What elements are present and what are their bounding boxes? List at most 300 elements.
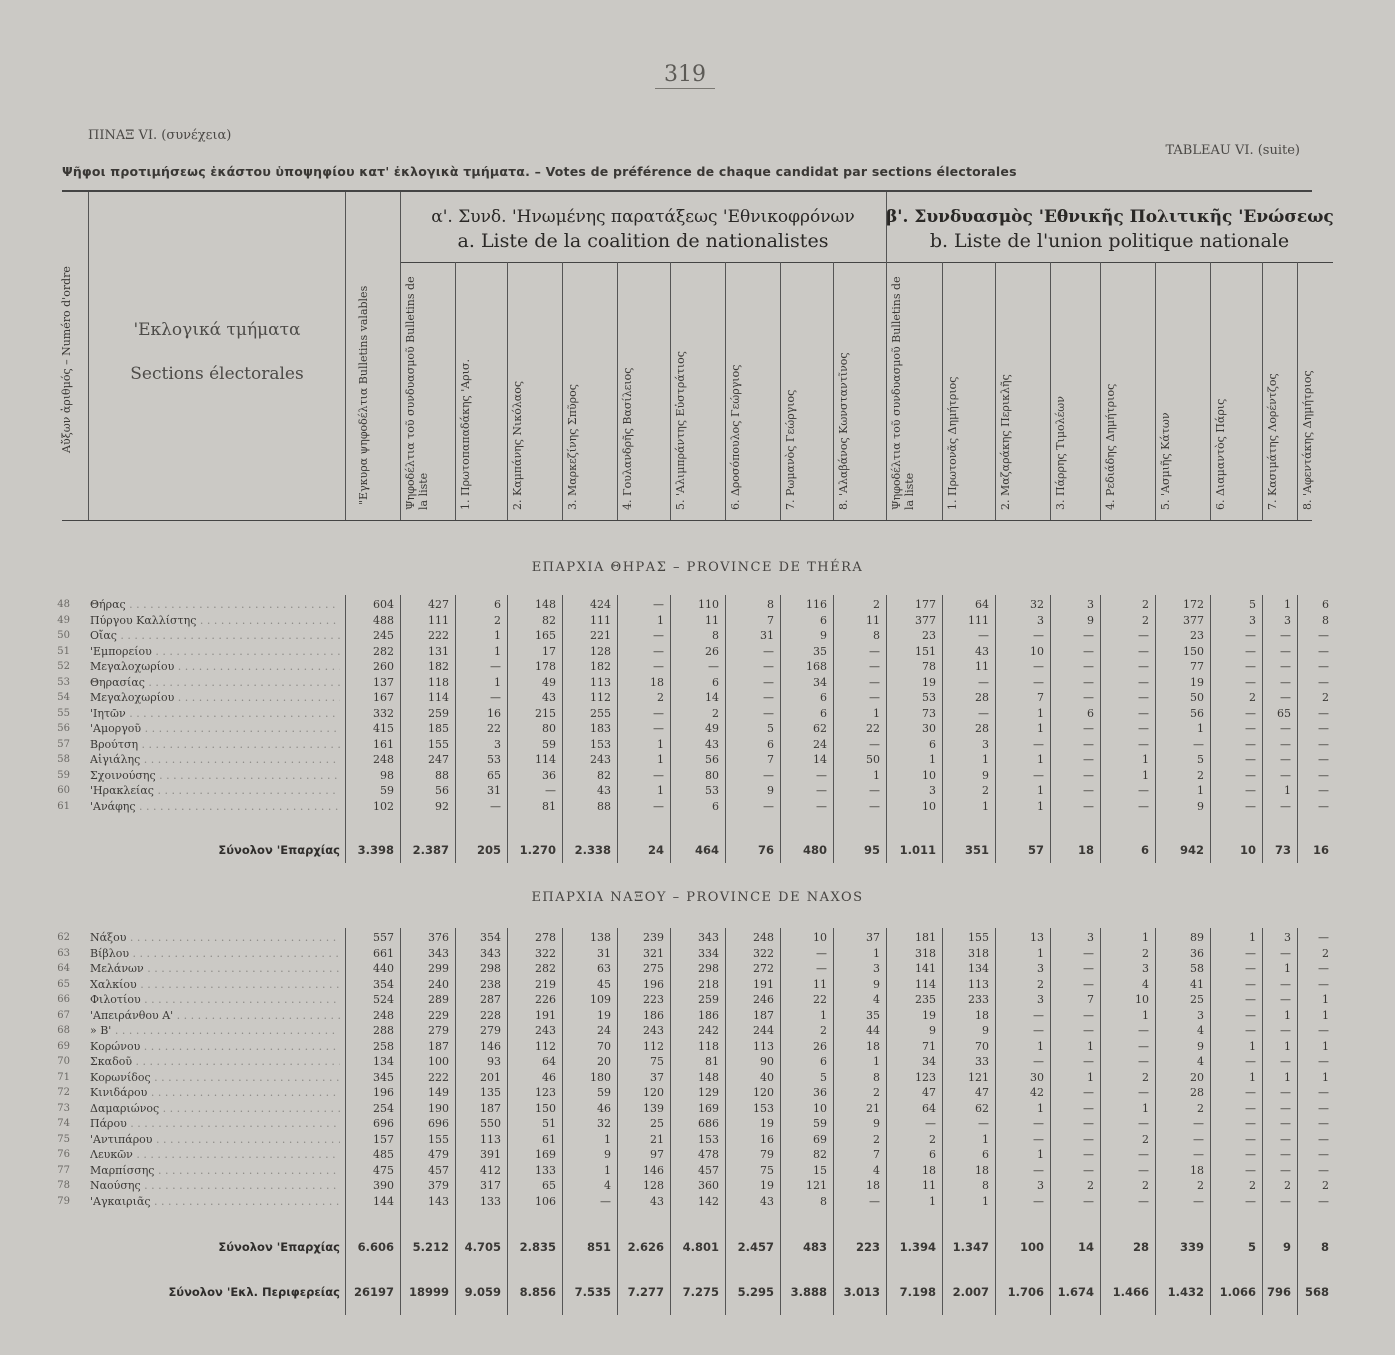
table-cell: 345 (373, 1070, 394, 1084)
table-cell: 243 (535, 1024, 556, 1037)
table-cell: — (763, 799, 774, 813)
table-cell: 7.275 (682, 1285, 719, 1299)
table-cell: 123 (535, 1086, 556, 1099)
table-cell: 275 (643, 962, 664, 975)
table-cell: — (1318, 977, 1329, 991)
table-cell: 6 (494, 598, 501, 611)
table-cell: — (1083, 977, 1094, 991)
table-cell: 6 (820, 613, 827, 627)
table-cell: 114 (915, 977, 936, 991)
table-cell: 222 (428, 1070, 449, 1084)
table-cell: 112 (643, 1039, 664, 1053)
table-cell: 44 (866, 1024, 880, 1037)
table-cell: — (978, 1117, 989, 1130)
table-cell: 1 (1249, 931, 1256, 944)
table-cell: 360 (698, 1179, 719, 1192)
table-cell: — (1245, 799, 1256, 813)
table-cell: — (1138, 1055, 1149, 1068)
table-cell: 79 (760, 1148, 774, 1161)
table-cell: 1 (1087, 1039, 1094, 1053)
table-cell: 69 (813, 1132, 827, 1146)
table-cell: 31 (597, 946, 611, 960)
section-name: Αἰγιάλης . . . (90, 752, 340, 767)
table-cell: 377 (915, 613, 936, 627)
group-a-column-header: 6. Δροσόπουλος Γεώργιος (729, 364, 742, 510)
table-cell: 1 (1142, 1101, 1149, 1115)
table-row (0, 783, 1395, 798)
table-cell: 6 (929, 1148, 936, 1161)
header-separator-col (1210, 262, 1211, 520)
table-cell: 8 (873, 629, 880, 642)
table-cell: — (978, 675, 989, 689)
table-cell: 45 (597, 977, 611, 991)
table-cell: — (1083, 1101, 1094, 1115)
table-row (0, 1070, 1395, 1085)
table-cell: — (1245, 660, 1256, 673)
section-name: 'Ανάφης . . . (90, 799, 340, 814)
table-cell: 282 (373, 644, 394, 658)
table-cell: 131 (428, 644, 449, 658)
row-number: 71 (57, 1071, 70, 1083)
table-cell: 46 (542, 1070, 556, 1084)
table-cell: — (1138, 1086, 1149, 1099)
table-cell: — (1318, 660, 1329, 673)
row-number: 79 (57, 1195, 70, 1207)
table-cell: 23 (922, 629, 936, 642)
table-cell: 279 (428, 1024, 449, 1037)
table-cell: 3 (1037, 993, 1044, 1006)
province-title-thera: ΕΠΑΡΧΙΑ ΘΗΡΑΣ – PROVINCE DE THÉRA (531, 560, 864, 575)
table-cell: — (1245, 1148, 1256, 1161)
table-cell: 169 (698, 1101, 719, 1115)
table-cell: 43 (975, 644, 989, 658)
table-cell: 245 (373, 629, 394, 642)
table-cell: 50 (1190, 691, 1204, 704)
order-number-header: Αὔξων ἀριθμός – Numéro d'ordre (60, 266, 73, 454)
table-cell: 9 (929, 1024, 936, 1037)
table-cell: — (1280, 629, 1291, 642)
group-b-column-header: 3. Πάρρης Τιμολέων (1054, 396, 1067, 510)
table-cell: 95 (863, 843, 880, 857)
table-cell: 1.066 (1219, 1285, 1256, 1299)
header-separator-col (1155, 262, 1156, 520)
table-cell: 424 (590, 598, 611, 611)
table-cell: — (1083, 1194, 1094, 1208)
table-cell: — (1138, 784, 1149, 797)
table-cell: 6 (1322, 598, 1329, 611)
table-cell: — (1193, 1148, 1204, 1161)
table-row (0, 1147, 1395, 1162)
table-cell: 289 (428, 993, 449, 1006)
table-cell: 6 (767, 737, 774, 751)
table-cell: 10 (1030, 644, 1044, 658)
table-row (0, 1116, 1395, 1131)
table-cell: — (1083, 1163, 1094, 1177)
table-cell: — (1083, 962, 1094, 975)
table-cell: 5 (820, 1070, 827, 1084)
section-name: 'Απειράνθου Α' . . . (90, 1008, 340, 1023)
table-cell: — (1245, 1117, 1256, 1130)
table-cell: 2 (1322, 946, 1329, 960)
table-cell: 1 (494, 629, 501, 642)
table-cell: — (653, 706, 664, 720)
table-row (0, 1194, 1395, 1209)
table-cell: 61 (542, 1132, 556, 1146)
sections-header (92, 320, 342, 408)
table-row (0, 1054, 1395, 1069)
table-cell: 81 (705, 1055, 719, 1068)
header-separator-order (88, 192, 89, 520)
table-cell: — (1280, 644, 1291, 658)
table-cell: 22 (813, 993, 827, 1006)
table-cell: — (1280, 691, 1291, 704)
table-cell: 53 (922, 691, 936, 704)
table-row (0, 992, 1395, 1007)
table-cell: 82 (813, 1148, 827, 1161)
table-cell: 2 (1142, 1132, 1149, 1146)
table-cell: 142 (698, 1194, 719, 1208)
table-cell: 1.674 (1057, 1285, 1094, 1299)
table-cell: — (1318, 1086, 1329, 1099)
table-cell: — (545, 784, 556, 797)
table-cell: — (1138, 1194, 1149, 1208)
table-cell: 34 (813, 675, 827, 689)
table-cell: 102 (373, 799, 394, 813)
group-b-column-header: 7. Κασιμάτης Λορέντζος (1266, 373, 1279, 510)
table-cell: 1 (982, 799, 989, 813)
table-cell: 41 (1190, 977, 1204, 991)
table-cell: — (1245, 753, 1256, 766)
table-row (0, 1039, 1395, 1054)
table-cell: 18 (922, 1163, 936, 1177)
table-cell: 3.398 (357, 843, 394, 857)
table-cell: 3.013 (843, 1285, 880, 1299)
group-a-header (400, 205, 886, 253)
table-cell: — (1033, 1055, 1044, 1068)
table-cell: — (925, 1117, 936, 1130)
table-cell: 1 (1249, 1070, 1256, 1084)
table-cell: — (1138, 644, 1149, 658)
table-cell: 187 (753, 1008, 774, 1022)
section-name: Σύνολον 'Επαρχίας (218, 1240, 340, 1254)
row-number: 60 (57, 785, 70, 796)
group-a-column-header: 5. 'Αλιμπράντης Εὐστράτιος (674, 351, 687, 510)
table-cell: 31 (760, 629, 774, 642)
table-cell: 479 (428, 1148, 449, 1161)
table-cell: — (1033, 660, 1044, 673)
table-cell: 19 (922, 675, 936, 689)
table-cell: 8 (712, 629, 719, 642)
table-cell: — (1138, 737, 1149, 751)
table-cell: 1.706 (1007, 1285, 1044, 1299)
header-bottom-rule (62, 520, 1312, 521)
section-name: » Β' . . . (90, 1023, 340, 1038)
table-cell: 201 (480, 1070, 501, 1084)
table-cell: 1 (1037, 1148, 1044, 1161)
table-cell: 7.198 (899, 1285, 936, 1299)
table-row (0, 1008, 1395, 1023)
row-number: 76 (57, 1149, 70, 1160)
table-cell: — (1083, 1055, 1094, 1068)
table-cell: 78 (922, 660, 936, 673)
table-cell: 121 (806, 1179, 827, 1192)
table-cell: 3.888 (790, 1285, 827, 1299)
table-cell: 7.277 (627, 1285, 664, 1299)
table-cell: 11 (813, 977, 827, 991)
table-cell: 604 (373, 598, 394, 611)
table-cell: 80 (705, 768, 719, 782)
table-cell: — (1318, 962, 1329, 975)
table-cell: — (1280, 1117, 1291, 1130)
table-cell: 390 (373, 1179, 394, 1192)
table-cell: 1 (873, 706, 880, 720)
table-row (0, 706, 1395, 721)
table-cell: 1 (1322, 993, 1329, 1006)
table-cell: 1 (1037, 799, 1044, 813)
group-b-header (886, 205, 1333, 253)
table-cell: 153 (753, 1101, 774, 1115)
table-cell: — (1280, 946, 1291, 960)
table-cell: 98 (380, 768, 394, 782)
table-cell: 14 (705, 691, 719, 704)
table-cell: 18 (866, 1179, 880, 1192)
table-cell: 90 (760, 1055, 774, 1068)
table-cell: 1 (1142, 768, 1149, 782)
row-number: 62 (57, 932, 70, 943)
table-cell: — (1280, 799, 1291, 813)
table-cell: 287 (480, 993, 501, 1006)
section-name: Φιλοτίου . . . (90, 992, 340, 1007)
table-cell: 63 (597, 962, 611, 975)
table-cell: 223 (855, 1240, 880, 1254)
table-cell: 149 (428, 1086, 449, 1099)
table-cell: 36 (813, 1086, 827, 1099)
table-cell: 150 (535, 1101, 556, 1115)
table-cell: — (1083, 1148, 1094, 1161)
table-cell: 6 (712, 799, 719, 813)
table-cell: 18 (1077, 843, 1094, 857)
table-cell: 6 (1087, 706, 1094, 720)
section-name: Οἴας . . . (90, 628, 340, 643)
table-cell: 3 (1087, 598, 1094, 611)
section-name: Δαμαριώνος . . . (90, 1101, 340, 1116)
table-cell: 24 (813, 737, 827, 751)
table-cell: 343 (428, 946, 449, 960)
table-cell: 14 (1077, 1240, 1094, 1254)
table-cell: 2.338 (574, 843, 611, 857)
table-cell: — (1280, 1101, 1291, 1115)
table-cell: 1 (657, 613, 664, 627)
table-cell: 5 (1197, 753, 1204, 766)
table-cell: 6 (929, 737, 936, 751)
table-cell: — (1245, 784, 1256, 797)
table-cell: — (1033, 1008, 1044, 1022)
table-cell: 1 (820, 1008, 827, 1022)
table-cell: 36 (1190, 946, 1204, 960)
table-cell: — (1318, 737, 1329, 751)
header-separator-col (995, 262, 996, 520)
table-cell: 942 (1179, 843, 1204, 857)
table-cell: 190 (428, 1101, 449, 1115)
table-cell: 181 (915, 931, 936, 944)
row-number: 54 (57, 692, 70, 703)
table-cell: 143 (428, 1194, 449, 1208)
table-cell: 10 (813, 1101, 827, 1115)
table-cell: 43 (650, 1194, 664, 1208)
table-cell: 2 (1142, 1179, 1149, 1192)
table-cell: 155 (428, 1132, 449, 1146)
table-cell: 1 (657, 737, 664, 751)
table-cell: 1.347 (952, 1240, 989, 1254)
table-cell: — (1138, 722, 1149, 735)
table-cell: — (1245, 675, 1256, 689)
table-cell: — (1245, 962, 1256, 975)
table-cell: — (1083, 691, 1094, 704)
table-cell: 1 (1087, 1070, 1094, 1084)
row-number: 77 (57, 1164, 70, 1176)
table-cell: 47 (922, 1086, 936, 1099)
table-cell: 244 (753, 1024, 774, 1037)
table-cell: 24 (647, 843, 664, 857)
table-cell: 1 (1284, 1008, 1291, 1022)
table-cell: 59 (813, 1117, 827, 1130)
table-cell: 3 (1197, 1008, 1204, 1022)
table-cell: — (869, 691, 880, 704)
table-cell: 391 (480, 1148, 501, 1161)
table-cell: 1 (873, 946, 880, 960)
row-number: 74 (57, 1118, 70, 1129)
table-cell: 146 (480, 1039, 501, 1053)
table-cell: — (653, 598, 664, 611)
table-cell: 1 (1142, 753, 1149, 766)
table-cell: 851 (586, 1240, 611, 1254)
table-cell: 134 (373, 1055, 394, 1068)
section-name: Κορωνίδος . . . (90, 1070, 340, 1085)
table-cell: — (1280, 1163, 1291, 1177)
table-cell: 2.387 (412, 843, 449, 857)
header-separator-col (562, 262, 563, 520)
table-cell: — (1245, 1163, 1256, 1177)
table-cell: 243 (590, 753, 611, 766)
section-name: Σκαδοῦ . . . (90, 1054, 340, 1069)
section-name: Σύνολον 'Επαρχίας (218, 843, 340, 857)
table-cell: 1 (604, 1132, 611, 1146)
table-cell: 1 (1284, 962, 1291, 975)
table-cell: 186 (698, 1008, 719, 1022)
table-cell: 191 (753, 977, 774, 991)
table-cell: 10 (922, 799, 936, 813)
table-cell: 177 (915, 598, 936, 611)
table-cell: 238 (480, 977, 501, 991)
table-cell: 298 (698, 962, 719, 975)
province-title-naxos: ΕΠΑΡΧΙΑ ΝΑΞΟΥ – PROVINCE DE NAXOS (531, 890, 864, 905)
table-cell: 1 (1037, 1039, 1044, 1053)
table-cell: — (1083, 629, 1094, 642)
table-cell: — (1245, 993, 1256, 1006)
table-cell: — (1245, 1055, 1256, 1068)
table-cell: — (1033, 1132, 1044, 1146)
table-cell: — (1280, 753, 1291, 766)
table-cell: — (816, 946, 827, 960)
table-cell: 1 (604, 1163, 611, 1177)
table-row (0, 644, 1395, 659)
table-cell: 2 (1322, 1179, 1329, 1192)
table-cell: 2 (494, 613, 501, 627)
table-cell: 167 (373, 691, 394, 704)
table-cell: 1 (982, 1132, 989, 1146)
table-row (0, 930, 1395, 945)
table-cell: 3 (982, 737, 989, 751)
table-cell: — (1138, 799, 1149, 813)
header-separator-col (780, 262, 781, 520)
table-cell: 483 (802, 1240, 827, 1254)
table-cell: 11 (975, 660, 989, 673)
table-cell: 7.535 (574, 1285, 611, 1299)
table-cell: 21 (866, 1101, 880, 1115)
table-cell: 1 (929, 753, 936, 766)
table-cell: 19 (760, 1179, 774, 1192)
table-cell: 480 (802, 843, 827, 857)
table-cell: — (1280, 1086, 1291, 1099)
table-cell: 288 (373, 1024, 394, 1037)
header-separator-col (455, 262, 456, 520)
row-number: 66 (57, 994, 70, 1005)
table-cell: — (1083, 644, 1094, 658)
table-cell: 354 (373, 977, 394, 991)
table-cell: 178 (535, 660, 556, 673)
table-cell: 172 (1183, 598, 1204, 611)
header-separator-col (670, 262, 671, 520)
table-cell: 70 (975, 1039, 989, 1053)
table-cell: 412 (480, 1163, 501, 1177)
table-cell: 259 (698, 993, 719, 1006)
table-cell: 9 (820, 629, 827, 642)
table-cell: 1 (1284, 1039, 1291, 1053)
table-cell: 2 (1142, 598, 1149, 611)
table-cell: 248 (373, 753, 394, 766)
total-row (0, 1240, 1395, 1255)
row-number: 75 (57, 1133, 70, 1145)
table-cell: 260 (373, 660, 394, 673)
table-cell: 3 (1037, 613, 1044, 627)
table-cell: 2 (1142, 1070, 1149, 1084)
table-cell: — (869, 644, 880, 658)
table-cell: — (1138, 1117, 1149, 1130)
table-cell: 111 (968, 613, 989, 627)
section-name: 'Αγκαιριᾶς . . . (90, 1194, 340, 1209)
table-cell: 226 (535, 993, 556, 1006)
table-cell: 6 (820, 706, 827, 720)
table-cell: 16 (1312, 843, 1329, 857)
table-cell: 6 (1140, 843, 1149, 857)
table-cell: 26 (813, 1039, 827, 1053)
table-cell: 2 (873, 1132, 880, 1146)
table-cell: 17 (542, 644, 556, 658)
group-a-column-header: 2. Καμπάνης Νικόλαος (511, 381, 524, 510)
table-cell: 9 (767, 784, 774, 797)
row-number: 73 (57, 1102, 70, 1114)
table-cell: — (1245, 946, 1256, 960)
table-cell: — (1318, 753, 1329, 766)
table-cell: 282 (535, 962, 556, 975)
table-cell: 8.856 (519, 1285, 556, 1299)
table-cell: 8 (982, 1179, 989, 1192)
table-cell: 11 (705, 613, 719, 627)
table-cell: 42 (1030, 1086, 1044, 1099)
table-cell: 239 (643, 931, 664, 944)
table-cell: 1 (982, 1194, 989, 1208)
table-cell: 7 (767, 753, 774, 766)
